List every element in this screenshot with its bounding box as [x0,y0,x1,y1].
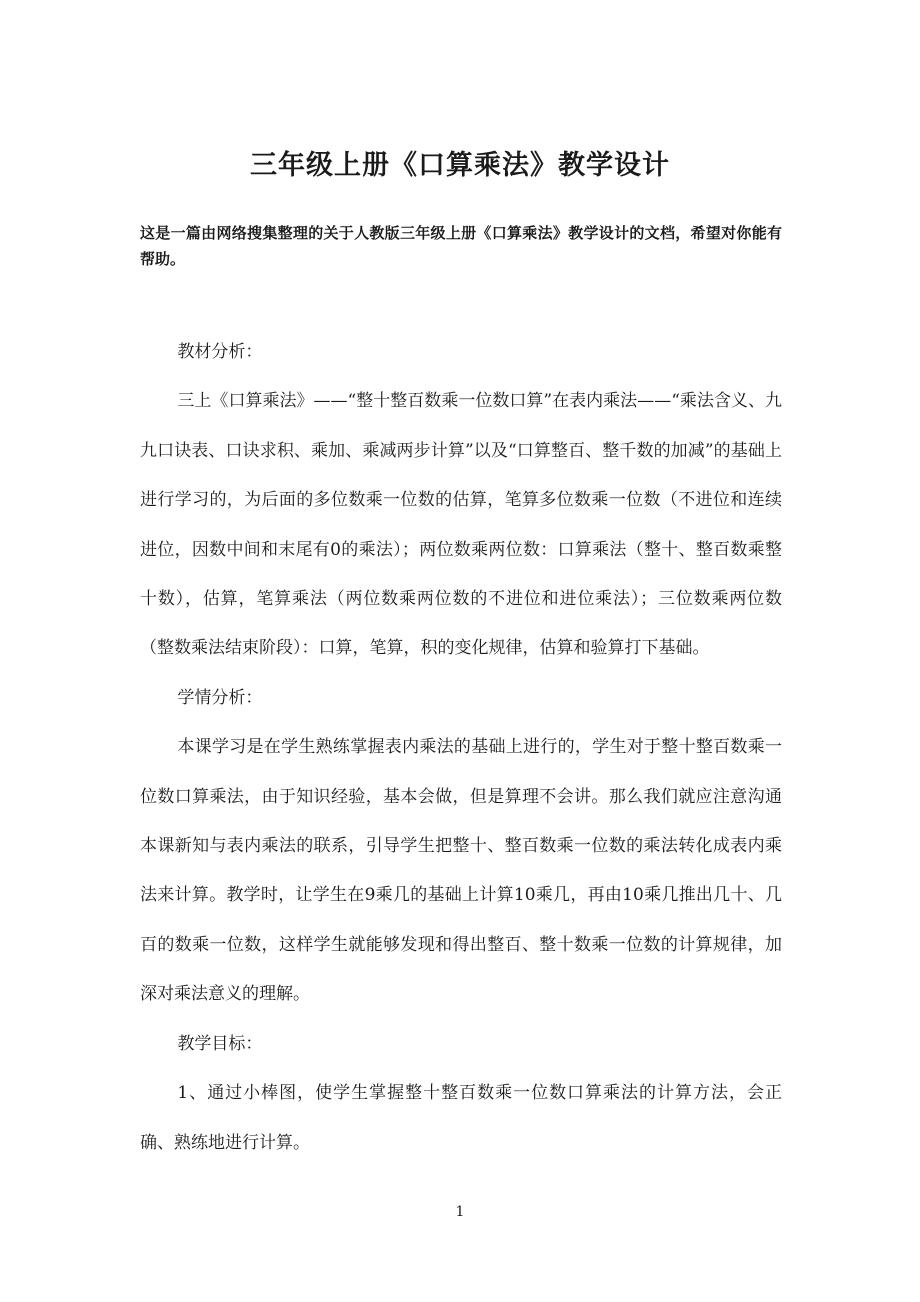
section-heading-student-analysis: 学情分析： [177,687,263,708]
paragraph-teaching-goal-1: 1、通过小棒图，使学生掌握整十整百数乘一位数口算乘法的计算方法，会正确、熟练地进行计算。 [140,1083,782,1153]
document-title: 三年级上册《口算乘法》教学设计 [250,150,670,181]
document-body [140,328,782,1168]
document-intro: 这是一篇由网络搜集整理的关于人教版三年级上册《口算乘法》教学设计的文档，希望对你能有帮助。 [140,224,782,268]
section-heading-teaching-goals: 教学目标： [177,1033,263,1054]
page-number: 1 [455,1204,465,1220]
paragraph-student-analysis: 本课学习是在学生熟练掌握表内乘法的基础上进行的，学生对于整十整百数乘一位数口算乘法，由于知识经验，基本会做，但是算理不会讲。那么我们就应注意沟通本课新知与表内乘法的联系，引导学生把整十、整百数乘一位数的乘法转化成表内乘法来计算。教学时，让学生在9乘几的基础上计算10乘几，再由10乘几推出几十、几百的数乘一位数，这样学生就能够发现和得出整百、整十数乘一位数的计算规律，加深对乘法意义的理解。 [140,737,782,1005]
paragraph-textbook-analysis: 三上《口算乘法》——“整十整百数乘一位数口算”在表内乘法——“乘法含义、九九口诀表、口诀求积、乘加、乘减两步计算”以及“口算整百、整千数的加减”的基础上进行学习的，为后面的多位数乘一位数的估算，笔算多位数乘一位数（不进位和连续进位，因数中间和末尾有0的乘法）；两位数乘两位数：口算乘法（整十、整百数乘整十数），估算，笔算乘法（两位数乘两位数的不进位和进位乘法）；三位数乘两位数（整数乘法结束阶段）：口算，笔算，积的变化规律，估算和验算打下基础。 [140,391,782,659]
section-heading-textbook-analysis: 教材分析： [177,342,263,362]
